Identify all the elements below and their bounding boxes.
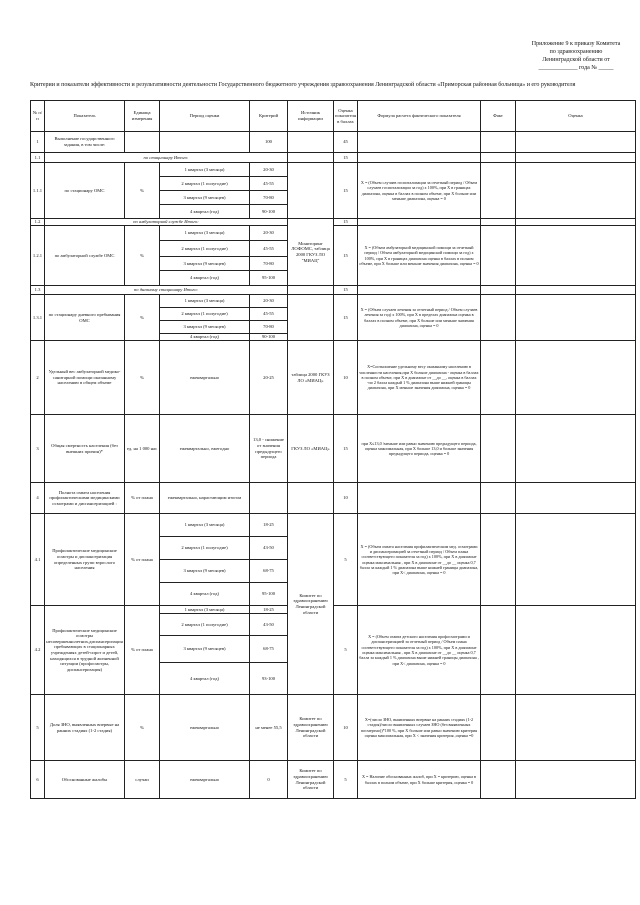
appendix-line-2: по здравоохранению (549, 49, 603, 55)
table-row (31, 153, 636, 163)
row-indicator: Обоснованные жалобы (45, 761, 125, 799)
period-cell: 1 квартал (3 месяца) (160, 514, 250, 537)
header-unit: Единица измерения (125, 101, 160, 132)
row-formula: X = (Объем амбулаторной медицинской помощи за отчетный период / Объем амбулаторной медицинской помощи за год) х 100%, при X в границах диапазона оценка в баллах в полном объеме, при X больше или меньше значения диапазона, оценка = 0 (358, 226, 481, 286)
row-unit: % (125, 163, 160, 219)
row-source: Комитет по здравоохранению Ленинградской области (288, 695, 334, 761)
period-cell: 3 квартал (9 месяцев) (160, 257, 250, 271)
row-indicator: Удельный вес амбулаторной медико-санитарной помощи оказанному населению в общем объеме (45, 341, 125, 415)
criterion-cell: 90-100 (250, 205, 288, 219)
row-score: 15 (334, 226, 358, 286)
row-score: 15 (334, 286, 358, 295)
row-formula: X = (Объем случаев госпитализации за отчетный период / Объем случаев госпитализации за год) х 100%, при X в границах диапазона, оценка в баллах в полном объеме, при X больше или меньше диапазона, оценка = 0 (358, 163, 481, 219)
appendix-line-1: Приложение 9 к приказу Комитета (531, 41, 621, 47)
criterion-cell: 45-55 (250, 308, 288, 321)
row-unit: ед. на 1 000 нас (125, 415, 160, 483)
row-formula: X = (Объем охвата детского населения профосмотрами и диспансеризацией за отчетный период / Объем плана соответствующего показателя за год) х 100%, при X в диапазоне оценка максимальная , при X в диапазоне от __до __ оценка 0,7 балла за каждый 1 % диапазона выше нижней границы диапазона , при X< диапазона, оценка = 0 (358, 606, 481, 695)
document-heading: Критерии и показатели эффективности и результативности деятельности Государственного бюджетного учреждения здравоохранения Ленинградской области «Приморская районная больница» и его руководителя (30, 82, 576, 88)
header-formula: Формула расчета фактического показателя (358, 101, 481, 132)
header-assessment: Оценка (516, 101, 636, 132)
row-unit: % (125, 341, 160, 415)
row-num: 1.1 (31, 153, 45, 163)
row-unit: % (125, 295, 160, 341)
appendix-line-3: Ленинградской области от (542, 57, 610, 63)
table-row (31, 415, 636, 483)
row-num: 1 (31, 132, 45, 153)
row-formula: при X≤13,0 /меньше или равно значению предыдущего периода, оценка максимальная, при X больше 13,0 и больше значения предыдущего периода, оценка = 0 (358, 415, 481, 483)
table-row (31, 514, 636, 537)
row-criterion: 0 (250, 761, 288, 799)
criterion-cell: 68-75 (250, 636, 288, 663)
row-period: ежеквартально, нарастающим итогом (160, 483, 250, 514)
period-cell: 4 квартал (год) (160, 271, 250, 286)
row-source: таблица 2000 ГКУЗ ЛО «МИАЦ» (288, 341, 334, 415)
table-row (31, 163, 636, 177)
row-indicator: Выполнение государственного задания, в том числе: (45, 132, 125, 153)
row-num: 5 (31, 695, 45, 761)
row-formula: X=Соотношение удельному весу оказанному населению в численности населения,при X больше диапазона - оценка в баллах в полном объеме, при X в диапазоне от __до __, оценка в баллах -по 2 балла каждый 1 % диапазона выше нижней границы диапазона, при X меньше значения диапазона, оценка = 0 (358, 341, 481, 415)
row-score: 10 (334, 695, 358, 761)
row-source: Комитет по здравоохранению Ленинградской области (288, 514, 334, 695)
row-score: 15 (334, 219, 358, 226)
row-criterion: 20-25 (250, 341, 288, 415)
row-score: 10 (334, 341, 358, 415)
row-num: 1.2.1 (31, 226, 45, 286)
row-unit: % от плана (125, 514, 160, 606)
row-num: 1.1.1 (31, 163, 45, 219)
period-cell: 2 квартал (1 полугодие) (160, 537, 250, 560)
criterion-cell: 70-80 (250, 321, 288, 334)
period-cell: 3 квартал (9 месяцев) (160, 191, 250, 205)
table-row (31, 295, 636, 308)
period-cell: 4 квартал (год) (160, 205, 250, 219)
row-unit: % от плана (125, 606, 160, 695)
row-num: 6 (31, 761, 45, 799)
row-score: 15 (334, 163, 358, 219)
criterion-cell: 95-100 (250, 271, 288, 286)
row-num: 4.1 (31, 514, 45, 606)
header-period: Период оценки (160, 101, 250, 132)
period-cell: 1 квартал (3 месяца) (160, 295, 250, 308)
period-cell: 2 квартал (1 полугодие) (160, 241, 250, 257)
criterion-cell: 18-25 (250, 606, 288, 614)
row-indicator: Профилактические медицинские осмотры несовершеннолетних,диспансеризация пребывающих в стационарных учреждениях детей-сирот и детей, находящихся в трудной жизненной ситуации (профосмотры, диспансеризация) (45, 606, 125, 695)
row-score: 10 (334, 483, 358, 514)
criterion-cell: 43-50 (250, 537, 288, 560)
criterion-cell: 70-80 (250, 191, 288, 205)
criterion-cell: 45-55 (250, 241, 288, 257)
criterion-cell: 90-100 (250, 334, 288, 341)
row-period: ежеквартально (160, 761, 250, 799)
criteria-table (30, 100, 636, 799)
criterion-cell: 45-55 (250, 177, 288, 191)
table-row (31, 606, 636, 614)
row-period: ежеквартально (160, 341, 250, 415)
row-subtotal-label: по амбулаторной службе Итого: (45, 219, 288, 226)
row-indicator: Профилактические медицинские осмотры и диспансеризация определенных групп взрослого населения (45, 514, 125, 606)
row-num: 1.3.1 (31, 295, 45, 341)
row-unit: % (125, 695, 160, 761)
row-indicator: по стационару дневного пребывания ОМС (45, 295, 125, 341)
header-fact: Факт (481, 101, 516, 132)
row-formula: X=(число ЗНО, выявленных впервые на ранних стадиях (1-2 стадия)/число выявленных случаев ЗНО (без выявленных посмертно))*100 %, при X больше или равно значению критерия оценка максимальная, при X < значения критерия ,оценка =0 (358, 695, 481, 761)
row-criterion: 100 (250, 132, 288, 153)
criterion-cell: 70-80 (250, 257, 288, 271)
table-header-row (31, 101, 636, 132)
criterion-cell: 93-100 (250, 663, 288, 695)
row-score: 5 (334, 761, 358, 799)
row-score: 15 (334, 295, 358, 341)
table-row (31, 695, 636, 761)
period-cell: 4 квартал (год) (160, 663, 250, 695)
appendix-block (520, 40, 632, 72)
table-row (31, 286, 636, 295)
header-source: Источник информации (288, 101, 334, 132)
row-source: Комитет по здравоохранению Ленинградской области (288, 761, 334, 799)
row-score: 5 (334, 514, 358, 606)
criterion-cell: 20-30 (250, 163, 288, 177)
table-row (31, 483, 636, 514)
period-cell: 2 квартал (1 полугодие) (160, 614, 250, 636)
row-source: ГКУЗ ЛО «МИАЦ» (288, 415, 334, 483)
row-criterion: 13,0 - снижение от значения предыдущего периода (250, 415, 288, 483)
table-row (31, 132, 636, 153)
row-score: 15 (334, 415, 358, 483)
row-score: 45 (334, 132, 358, 153)
row-num: 4 (31, 483, 45, 514)
row-unit: % (125, 226, 160, 286)
period-cell: 4 квартал (год) (160, 334, 250, 341)
row-formula: X = Наличие обоснованных жалоб, при X = критерию, оценка в баллах в полном объеме, при X больше критерия, оценка = 0 (358, 761, 481, 799)
criterion-cell: 43-50 (250, 614, 288, 636)
table-row (31, 219, 636, 226)
table-row (31, 761, 636, 799)
row-indicator: Общая смертность населения (без внешних причин)* (45, 415, 125, 483)
row-subtotal-label: по дневному стационару Итого: (45, 286, 288, 295)
criterion-cell: 68-75 (250, 560, 288, 583)
header-num: № п/п (31, 101, 45, 132)
row-source: Мониторинг ЛОФОМС, таблица 2000 ГКУЗ ЛО "МИАЦ" (288, 219, 334, 286)
period-cell: 2 квартал (1 полугодие) (160, 308, 250, 321)
criterion-cell: 20-30 (250, 295, 288, 308)
row-subtotal-label: по стационару Итого: (45, 153, 288, 163)
row-num: 2 (31, 341, 45, 415)
period-cell: 1 квартал (3 месяца) (160, 226, 250, 241)
row-score: 5 (334, 606, 358, 695)
period-cell: 1 квартал (3 месяца) (160, 163, 250, 177)
row-formula: X = (Объем охвата населения профилактическим мед. осмотрами и диспансеризацией за отчетный период / Объем плана соответствующего показателя за год) х 100%, при X в диапазоне оценка максимальная , при X в диапазоне от __до __ оценка 0,7 балла за каждый 1 % диапазона выше нижней границы диапазона, при X< диапазона, оценка = 0 (358, 514, 481, 606)
period-cell: 1 квартал (3 месяца) (160, 606, 250, 614)
criterion-cell: 95-100 (250, 583, 288, 606)
row-unit: случаи (125, 761, 160, 799)
row-num: 4.2 (31, 606, 45, 695)
row-indicator: по стационару ОМС (45, 163, 125, 219)
row-formula: X = (Объем случаев лечения за отчетный период / Объем случаев лечения за год) х 100%, при X в пределах диапазона оценка в баллах в полном объеме, при X больше или меньше значения диапазона, оценка = 0 (358, 295, 481, 341)
period-cell: 3 квартал (9 месяцев) (160, 560, 250, 583)
period-cell: 3 квартал (9 месяцев) (160, 636, 250, 663)
header-max-score: Оценка показателя в баллах (334, 101, 358, 132)
criterion-cell: 20-30 (250, 226, 288, 241)
period-cell: 3 квартал (9 месяцев) (160, 321, 250, 334)
row-indicator: Доля ЗНО, выявленных впервые на ранних стадиях (1-2 стадия) (45, 695, 125, 761)
table-row (31, 226, 636, 241)
row-num: 3 (31, 415, 45, 483)
row-period: ежеквартально, ежегодно (160, 415, 250, 483)
row-num: 1.2 (31, 219, 45, 226)
row-criterion: не менее 55,5 (250, 695, 288, 761)
header-indicator: Показатель (45, 101, 125, 132)
period-cell: 2 квартал (1 полугодие) (160, 177, 250, 191)
appendix-line-4: _____________ года № _____ (538, 65, 614, 71)
table-row (31, 341, 636, 415)
row-num: 1.3 (31, 286, 45, 295)
row-indicator: по амбулаторной службе ОМС (45, 226, 125, 286)
header-criterion: Критерий (250, 101, 288, 132)
row-period: ежеквартально (160, 695, 250, 761)
row-score: 15 (334, 153, 358, 163)
criterion-cell: 18-25 (250, 514, 288, 537)
period-cell: 4 квартал (год) (160, 583, 250, 606)
row-indicator: Полнота охвата населения профилактическими медицинскими осмотрами и диспансеризацией : (45, 483, 125, 514)
row-unit: % от плана (125, 483, 160, 514)
